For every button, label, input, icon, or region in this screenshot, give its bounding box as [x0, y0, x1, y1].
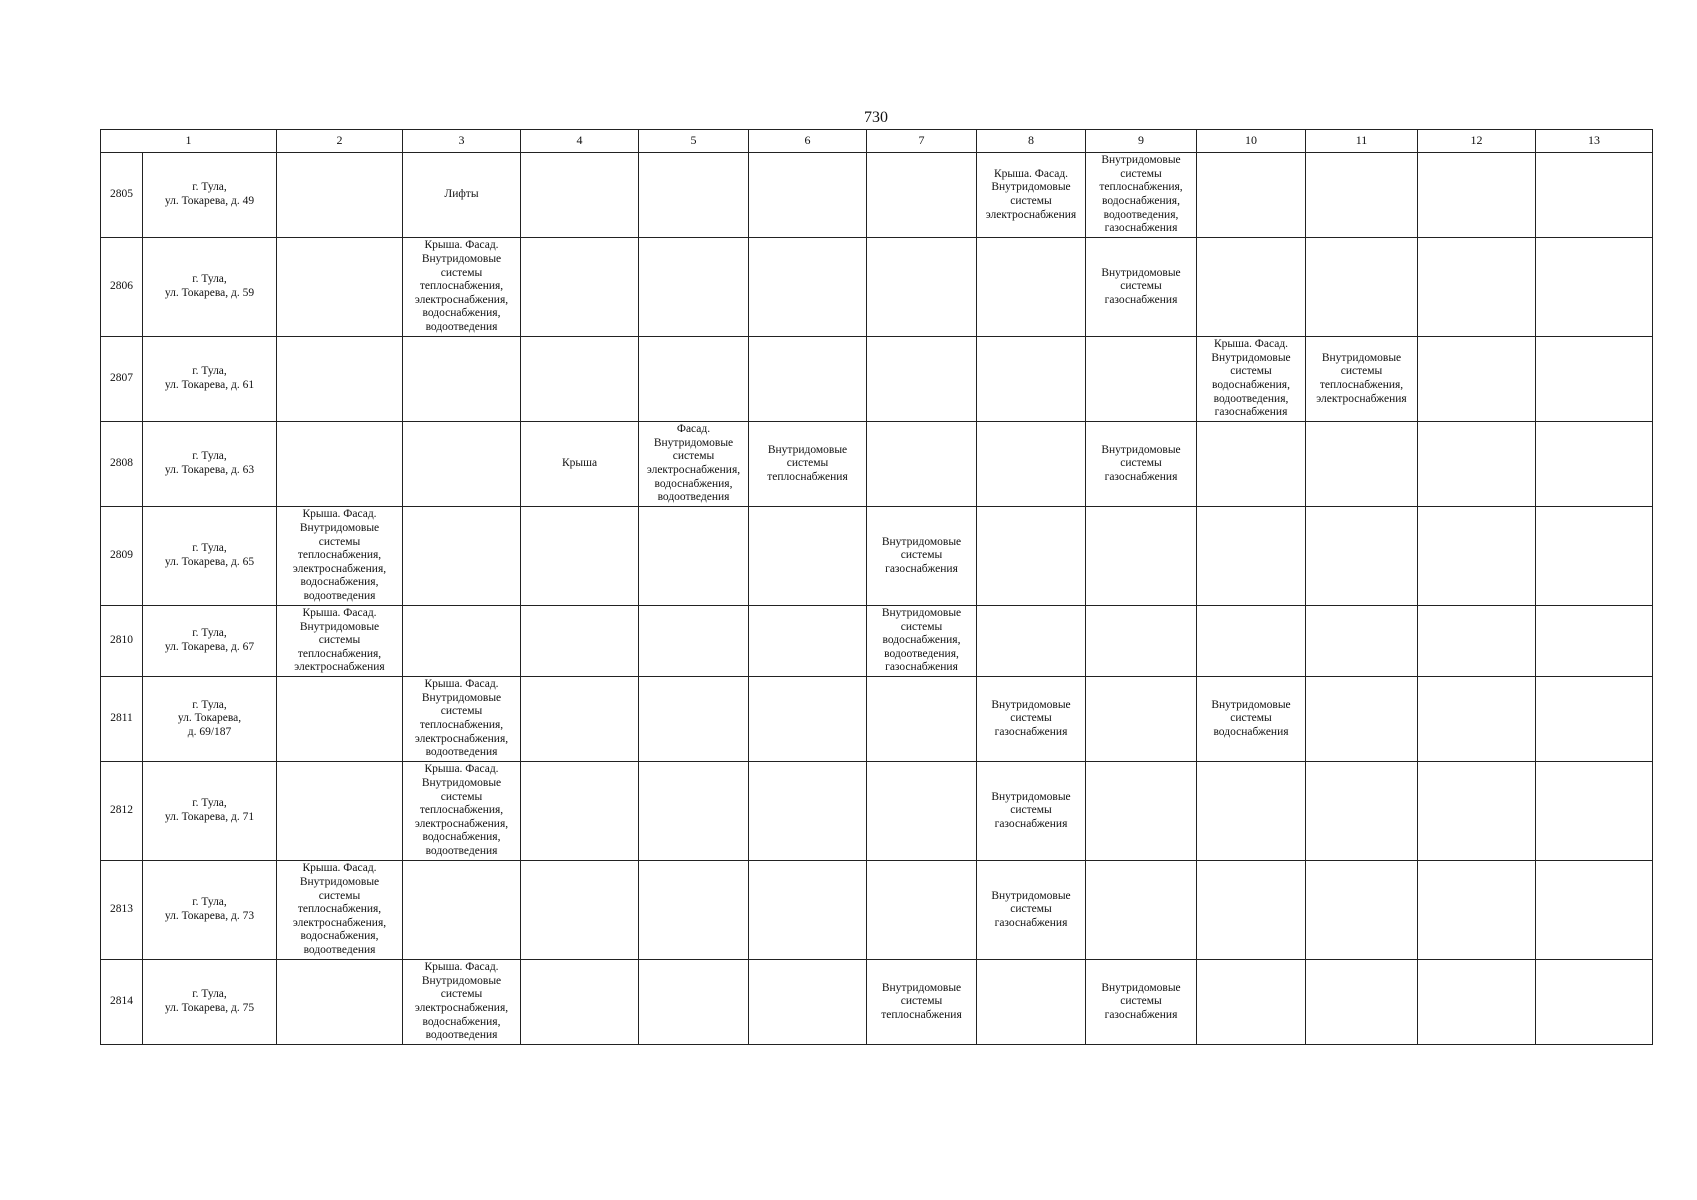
work-cell: Внутридомовые системы газоснабжения: [977, 861, 1086, 960]
work-cell: [521, 606, 639, 677]
work-cell: [639, 677, 749, 762]
work-cell: [749, 507, 867, 606]
work-cell: [521, 762, 639, 861]
work-cell: [1536, 861, 1653, 960]
work-cell: [1418, 238, 1536, 337]
work-cell: [1536, 677, 1653, 762]
address-cell: г. Тула, ул. Токарева, д. 71: [143, 762, 277, 861]
work-cell: Внутридомовые системы газоснабжения: [1086, 422, 1197, 507]
table-row: [101, 337, 1653, 422]
column-header: 4: [521, 130, 639, 153]
work-cell: [1086, 606, 1197, 677]
work-cell: [1306, 606, 1418, 677]
row-number: 2807: [101, 337, 143, 422]
address-cell: г. Тула, ул. Токарева, д. 63: [143, 422, 277, 507]
work-cell: [1536, 960, 1653, 1045]
work-cell: Крыша. Фасад. Внутридомовые системы теплоснабжения, электроснабжения, водоснабжения, водоотведения: [403, 762, 521, 861]
work-cell: Крыша. Фасад. Внутридомовые системы водоснабжения, водоотведения, газоснабжения: [1197, 337, 1306, 422]
work-cell: [277, 960, 403, 1045]
column-header: 7: [867, 130, 977, 153]
work-cell: Фасад. Внутридомовые системы электроснабжения, водоснабжения, водоотведения: [639, 422, 749, 507]
work-cell: [867, 337, 977, 422]
work-cell: [277, 422, 403, 507]
work-cell: [749, 960, 867, 1045]
work-cell: [1197, 238, 1306, 337]
work-cell: [277, 238, 403, 337]
work-cell: Внутридомовые системы теплоснабжения: [867, 960, 977, 1045]
work-cell: [403, 861, 521, 960]
work-cell: [749, 337, 867, 422]
work-cell: [1306, 153, 1418, 238]
work-cell: [1536, 153, 1653, 238]
work-cell: [277, 153, 403, 238]
work-cell: [521, 238, 639, 337]
work-cell: [867, 677, 977, 762]
address-cell: г. Тула, ул. Токарева, д. 69/187: [143, 677, 277, 762]
page-number: 730: [864, 109, 888, 126]
work-cell: Внутридомовые системы газоснабжения: [977, 762, 1086, 861]
work-cell: [639, 762, 749, 861]
work-cell: [1197, 762, 1306, 861]
work-cell: [521, 153, 639, 238]
work-cell: [1536, 238, 1653, 337]
address-cell: г. Тула, ул. Токарева, д. 61: [143, 337, 277, 422]
work-cell: [1086, 507, 1197, 606]
row-number: 2806: [101, 238, 143, 337]
work-cell: [1418, 507, 1536, 606]
table-body: [101, 130, 1653, 1045]
address-cell: г. Тула, ул. Токарева, д. 75: [143, 960, 277, 1045]
work-cell: [1086, 677, 1197, 762]
column-header: 3: [403, 130, 521, 153]
column-header: 9: [1086, 130, 1197, 153]
table-row: [101, 861, 1653, 960]
work-cell: [1306, 422, 1418, 507]
work-cell: [867, 861, 977, 960]
column-header: 6: [749, 130, 867, 153]
work-cell: [639, 153, 749, 238]
address-cell: г. Тула, ул. Токарева, д. 73: [143, 861, 277, 960]
work-cell: [977, 507, 1086, 606]
work-cell: [1418, 422, 1536, 507]
work-cell: Внутридомовые системы газоснабжения: [977, 677, 1086, 762]
work-cell: [1418, 762, 1536, 861]
work-cell: [1306, 762, 1418, 861]
work-cell: [639, 960, 749, 1045]
work-cell: Внутридомовые системы водоснабжения: [1197, 677, 1306, 762]
work-cell: [1197, 507, 1306, 606]
column-header: 2: [277, 130, 403, 153]
row-number: 2813: [101, 861, 143, 960]
work-cell: [867, 762, 977, 861]
work-cell: [1418, 337, 1536, 422]
work-cell: [403, 507, 521, 606]
work-cell: Внутридомовые системы водоснабжения, водоотведения, газоснабжения: [867, 606, 977, 677]
work-cell: [521, 507, 639, 606]
address-cell: г. Тула, ул. Токарева, д. 65: [143, 507, 277, 606]
work-cell: [749, 238, 867, 337]
work-cell: [639, 507, 749, 606]
table-row: [101, 606, 1653, 677]
work-cell: [749, 762, 867, 861]
work-cell: Крыша. Фасад. Внутридомовые системы теплоснабжения, электроснабжения, водоотведения: [403, 677, 521, 762]
work-cell: [1536, 762, 1653, 861]
work-cell: Внутридомовые системы теплоснабжения, электроснабжения: [1306, 337, 1418, 422]
column-header: 8: [977, 130, 1086, 153]
work-cell: [1536, 422, 1653, 507]
repair-schedule-table: [100, 129, 1653, 1045]
row-number: 2810: [101, 606, 143, 677]
work-cell: [403, 606, 521, 677]
column-header: 12: [1418, 130, 1536, 153]
work-cell: Лифты: [403, 153, 521, 238]
row-number: 2808: [101, 422, 143, 507]
work-cell: [403, 337, 521, 422]
work-cell: [277, 677, 403, 762]
work-cell: [277, 762, 403, 861]
work-cell: [277, 337, 403, 422]
work-cell: [749, 153, 867, 238]
work-cell: [1536, 606, 1653, 677]
header-row: [101, 130, 1653, 153]
address-cell: г. Тула, ул. Токарева, д. 49: [143, 153, 277, 238]
work-cell: [1418, 153, 1536, 238]
work-cell: [639, 337, 749, 422]
work-cell: [977, 960, 1086, 1045]
work-cell: [639, 861, 749, 960]
work-cell: [1418, 677, 1536, 762]
work-cell: [639, 606, 749, 677]
work-cell: [521, 960, 639, 1045]
table-row: [101, 153, 1653, 238]
work-cell: [1418, 606, 1536, 677]
work-cell: [1306, 861, 1418, 960]
row-number: 2805: [101, 153, 143, 238]
work-cell: [1197, 422, 1306, 507]
column-header: 1: [101, 130, 277, 153]
table-row: [101, 238, 1653, 337]
table-row: [101, 677, 1653, 762]
work-cell: [1418, 861, 1536, 960]
work-cell: [521, 337, 639, 422]
work-cell: [977, 337, 1086, 422]
work-cell: Крыша. Фасад. Внутридомовые системы теплоснабжения, электроснабжения, водоснабжения, водоотведения: [277, 507, 403, 606]
row-number: 2812: [101, 762, 143, 861]
row-number: 2809: [101, 507, 143, 606]
work-cell: Внутридомовые системы газоснабжения: [1086, 238, 1197, 337]
work-cell: [867, 153, 977, 238]
work-cell: [749, 861, 867, 960]
work-cell: Крыша. Фасад. Внутридомовые системы теплоснабжения, электроснабжения, водоснабжения, водоотведения: [403, 238, 521, 337]
work-cell: [1197, 861, 1306, 960]
column-header: 10: [1197, 130, 1306, 153]
work-cell: [521, 677, 639, 762]
address-cell: г. Тула, ул. Токарева, д. 59: [143, 238, 277, 337]
work-cell: [1086, 762, 1197, 861]
work-cell: [1086, 861, 1197, 960]
work-cell: [403, 422, 521, 507]
work-cell: [977, 238, 1086, 337]
work-cell: [1306, 677, 1418, 762]
work-cell: [639, 238, 749, 337]
work-cell: Крыша. Фасад. Внутридомовые системы теплоснабжения, электроснабжения: [277, 606, 403, 677]
work-cell: [749, 606, 867, 677]
table-row: [101, 422, 1653, 507]
work-cell: Внутридомовые системы газоснабжения: [867, 507, 977, 606]
row-number: 2811: [101, 677, 143, 762]
work-cell: Крыша: [521, 422, 639, 507]
work-cell: [1197, 960, 1306, 1045]
work-cell: [1306, 960, 1418, 1045]
address-cell: г. Тула, ул. Токарева, д. 67: [143, 606, 277, 677]
work-cell: [1086, 337, 1197, 422]
row-number: 2814: [101, 960, 143, 1045]
column-header: 11: [1306, 130, 1418, 153]
work-cell: Внутридомовые системы теплоснабжения: [749, 422, 867, 507]
work-cell: [749, 677, 867, 762]
column-header: 5: [639, 130, 749, 153]
work-cell: [1306, 238, 1418, 337]
work-cell: Крыша. Фасад. Внутридомовые системы электроснабжения, водоснабжения, водоотведения: [403, 960, 521, 1045]
work-cell: Внутридомовые системы теплоснабжения, водоснабжения, водоотведения, газоснабжения: [1086, 153, 1197, 238]
work-cell: Внутридомовые системы газоснабжения: [1086, 960, 1197, 1045]
work-cell: [977, 422, 1086, 507]
table-row: [101, 507, 1653, 606]
work-cell: [867, 238, 977, 337]
work-cell: [1418, 960, 1536, 1045]
work-cell: [1197, 153, 1306, 238]
table-row: [101, 960, 1653, 1045]
table-row: [101, 762, 1653, 861]
work-cell: [867, 422, 977, 507]
column-header: 13: [1536, 130, 1653, 153]
work-cell: [521, 861, 639, 960]
work-cell: [1197, 606, 1306, 677]
work-cell: [1536, 337, 1653, 422]
work-cell: Крыша. Фасад. Внутридомовые системы электроснабжения: [977, 153, 1086, 238]
work-cell: [1306, 507, 1418, 606]
work-cell: Крыша. Фасад. Внутридомовые системы теплоснабжения, электроснабжения, водоснабжения, водоотведения: [277, 861, 403, 960]
work-cell: [977, 606, 1086, 677]
work-cell: [1536, 507, 1653, 606]
